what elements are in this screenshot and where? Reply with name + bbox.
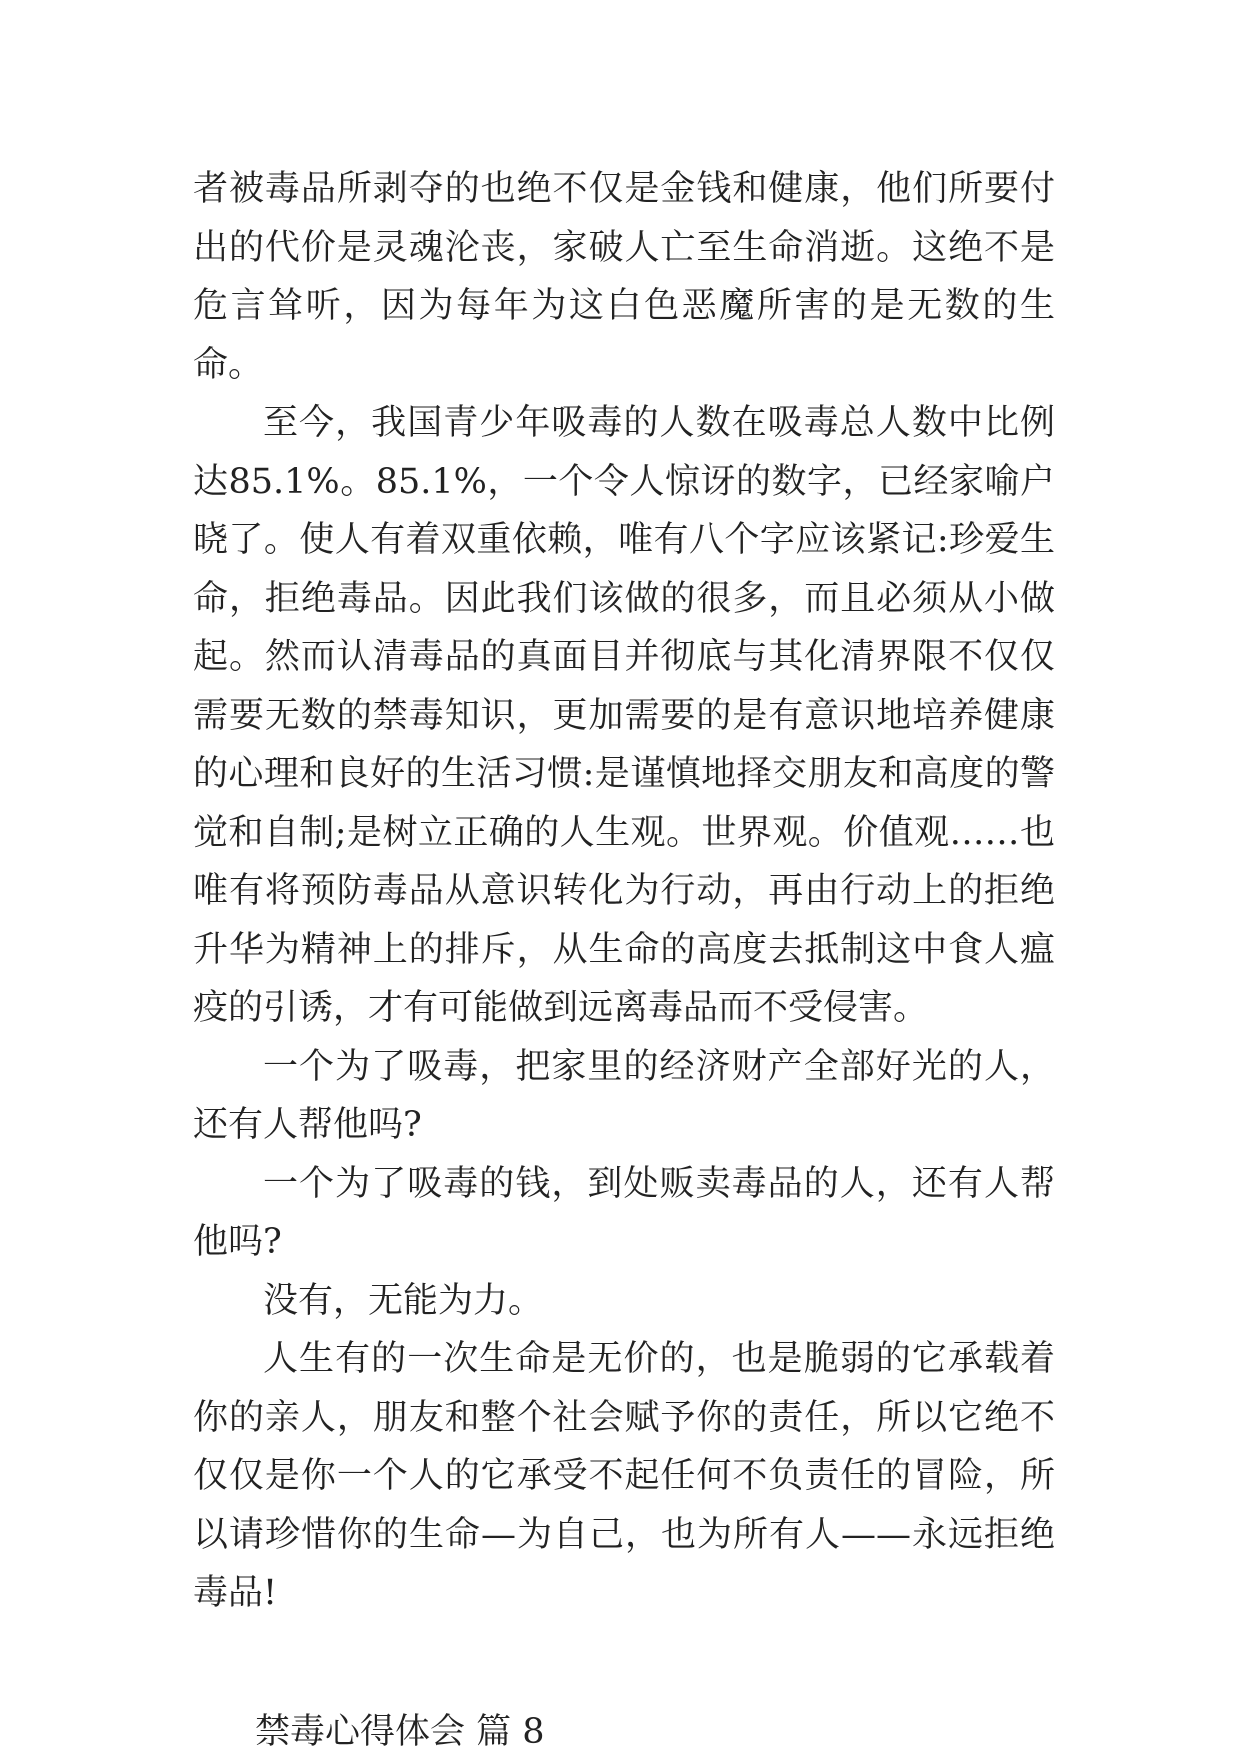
paragraph-question-two: 一个为了吸毒的钱，到处贩卖毒品的人，还有人帮他吗? [193,1155,1055,1272]
paragraph-conclusion: 人生有的一次生命是无价的，也是脆弱的它承载着你的亲人，朋友和整个社会赋予你的责任，所以它绝不仅仅是你一个人的它承受不起任何不负责任的冒险，所以请珍惜你的生命—为自己，也为所有人——永远拒绝毒品! [193,1330,1055,1623]
paragraph-question-one: 一个为了吸毒，把家里的经济财产全部好光的人，还有人帮他吗? [193,1038,1055,1155]
document-body [193,160,1055,1761]
paragraph-statistics: 至今，我国青少年吸毒的人数在吸毒总人数中比例达85.1%。85.1%，一个令人惊讶的数字，已经家喻户晓了。使人有着双重依赖，唯有八个字应该紧记:珍爱生命，拒绝毒品。因此我们该做的很多，而且必须从小做起。然而认清毒品的真面目并彻底与其化清界限不仅仅需要无数的禁毒知识，更加需要的是有意识地培养健康的心理和良好的生活习惯:是谨慎地择交朋友和高度的警觉和自制;是树立正确的人生观。世界观。价值观……也唯有将预防毒品从意识转化为行动，再由行动上的拒绝升华为精神上的排斥，从生命的高度去抵制这中食人瘟疫的引诱，才有可能做到远离毒品而不受侵害。 [193,394,1055,1038]
paragraph-continuation: 者被毒品所剥夺的也绝不仅是金钱和健康，他们所要付出的代价是灵魂沦丧，家破人亡至生命消逝。这绝不是危言耸听，因为每年为这白色恶魔所害的是无数的生命。 [193,160,1055,394]
section-heading: 禁毒心得体会 篇 8 [193,1703,1055,1761]
paragraph-answer: 没有，无能为力。 [193,1272,1055,1331]
